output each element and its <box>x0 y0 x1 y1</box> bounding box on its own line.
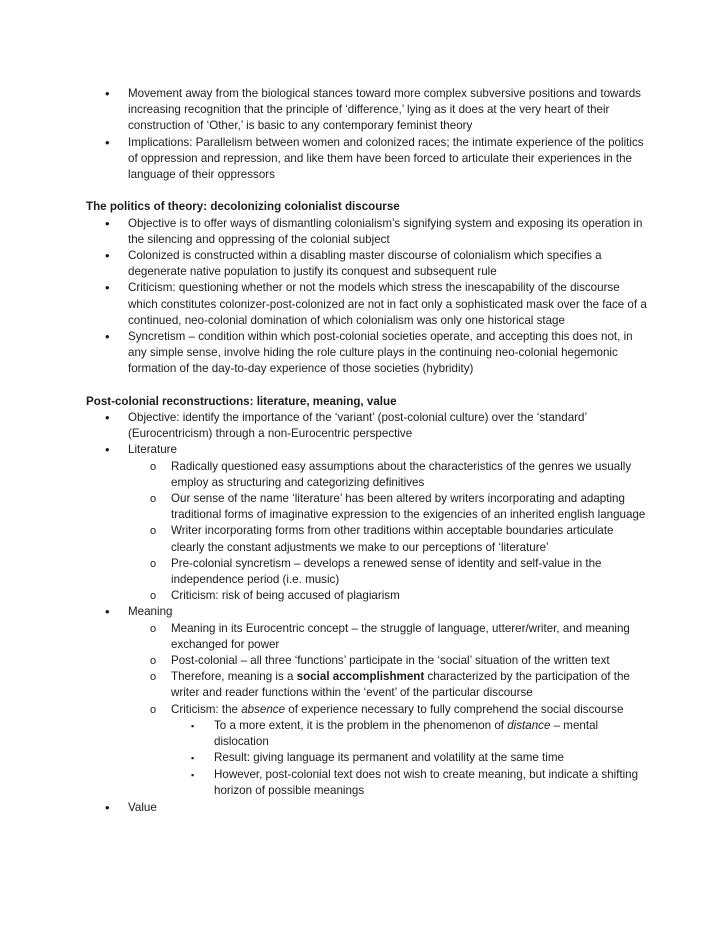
list-item-label: Value <box>128 800 157 814</box>
sub-list-item-text: Criticism: risk of being accused of plagiarism <box>171 589 400 603</box>
sub-list-item <box>0 702 728 718</box>
list-item <box>0 86 728 135</box>
list-item-meaning <box>0 604 728 620</box>
italic-term: distance <box>507 718 551 732</box>
text-run: Therefore, meaning is a <box>171 670 297 684</box>
bullet-circle-icon: o <box>150 590 157 603</box>
sub-list-item-text: Pre-colonial syncretism – develops a renewed sense of identity and self-value in the independence period (i.e. music) <box>171 556 602 587</box>
bullet-disc-icon: • <box>105 329 110 345</box>
bullet-disc-icon: • <box>105 134 110 150</box>
sub-sub-list-item-text: However, post-colonial text does not wish to create meaning, but indicate a shifting horizon of possible meanings <box>214 767 639 797</box>
sub-list-item-text <box>171 703 623 716</box>
sub-list-item <box>0 653 728 669</box>
bullet-disc-icon: • <box>105 604 110 620</box>
section-heading-post-colonial-reconstructions: Post-colonial reconstructions: literature, meaning, value <box>86 394 397 408</box>
sub-list-item <box>0 669 728 701</box>
sub-list-item-text <box>171 670 630 699</box>
section2-list <box>0 410 728 816</box>
list-item <box>0 248 728 280</box>
list-item <box>0 216 728 248</box>
bullet-circle-icon: o <box>150 703 157 716</box>
section-heading-politics-of-theory: The politics of theory: decolonizing colonialist discourse <box>86 200 400 214</box>
bullet-disc-icon: • <box>105 86 110 101</box>
bullet-circle-icon: o <box>150 655 157 668</box>
sub-list-item-text: Radically questioned easy assumptions about the characteristics of the genres we usually employ as structuring and categorizing definitives <box>171 459 632 489</box>
list-item-text: Implications: Parallelism between women and colonized races; the intimate experience of the politics of oppression and repression, and like them have been forced to articulate their experiences in the language of their oppressors <box>128 135 644 182</box>
list-item <box>0 329 728 378</box>
list-item-text: Criticism: questioning whether or not the models which stress the inescapability of the discourse which constitutes colonizer-post-colonized are not in fact only a sophisticated mask over the face of a continued, neo-colonial domination of which colonialism was only one historical stage <box>128 281 647 327</box>
list-item <box>0 135 728 184</box>
sub-list-item-text: Writer incorporating forms from other traditions within acceptable boundaries articulate clearly the constant adjustments we make to our perceptions of ‘literature’ <box>171 524 614 554</box>
text-run: – mental dislocation <box>214 718 599 749</box>
sub-sub-list-item <box>0 750 728 766</box>
sub-list-item <box>0 556 728 588</box>
text-run: Criticism: the <box>171 702 242 716</box>
document-body <box>0 86 728 816</box>
sub-sub-list-item <box>0 718 728 750</box>
bullet-square-icon: ▪ <box>191 753 195 764</box>
sub-sub-list-item-text <box>214 719 598 748</box>
bullet-disc-icon: • <box>105 442 110 458</box>
bullet-circle-icon: o <box>150 622 157 635</box>
sub-list-item <box>0 621 728 653</box>
italic-term: absence <box>241 702 286 716</box>
bullet-circle-icon: o <box>150 493 157 506</box>
bullet-square-icon: ▪ <box>191 769 195 780</box>
section1-list <box>0 216 728 378</box>
list-item-objective <box>0 410 728 442</box>
list-item-label: Meaning <box>128 605 173 619</box>
list-item <box>0 280 728 329</box>
bullet-circle-icon: o <box>150 525 157 538</box>
list-item-literature <box>0 442 728 458</box>
text-run: characterized by the participation of the writer and reader functions within the ‘event’ of the particular discourse <box>171 670 630 700</box>
bullet-disc-icon: • <box>105 410 110 426</box>
paragraph-gap <box>0 378 728 394</box>
list-item-text: Objective is to offer ways of dismantling colonialism’s signifying system and exposing its operation in the silencing and oppressing of the colonial subject <box>128 216 643 246</box>
bullet-square-icon: ▪ <box>191 720 195 731</box>
sub-sub-list-item <box>0 767 728 799</box>
sub-list-item-text: Post-colonial – all three ‘functions’ participate in the ‘social’ situation of the written text <box>171 654 610 668</box>
paragraph-gap <box>0 183 728 199</box>
list-item-text: Colonized is constructed within a disabling master discourse of colonialism which specifies a degenerate native population to justify its conquest and subsequent rule <box>128 249 602 279</box>
bullet-disc-icon: • <box>105 799 110 815</box>
bullet-disc-icon: • <box>105 280 110 296</box>
list-item-text: Objective: identify the importance of the ‘variant’ (post-colonial culture) over the ‘standard’ (Eurocentricism) through a non-Eurocentric perspective <box>128 411 587 441</box>
sub-list-item <box>0 491 728 523</box>
list-item-text: Movement away from the biological stances toward more complex subversive positions and towards increasing recognition that the principle of ‘difference,’ lying as it does at the very heart of their construction of ‘Other,’ is basic to any contemporary feminist theory <box>128 87 641 133</box>
bullet-disc-icon: • <box>105 248 110 264</box>
intro-list <box>0 86 728 183</box>
bullet-circle-icon: o <box>150 671 157 684</box>
sub-list-item <box>0 523 728 555</box>
bold-term: social accomplishment <box>296 670 425 684</box>
bullet-circle-icon: o <box>150 460 157 473</box>
sub-list-item <box>0 588 728 604</box>
sub-list-item-text: Meaning in its Eurocentric concept – the struggle of language, utterer/writer, and meaning exchanged for power <box>171 621 630 651</box>
list-item-text: Syncretism – condition within which post-colonial societies operate, and accepting this does not, in any simple sense, involve hiding the role culture plays in the continuing neo-colonial hegemonic formation of the day-to-day experience of those societies (hybridity) <box>128 330 633 376</box>
sub-list-item <box>0 459 728 491</box>
bullet-disc-icon: • <box>105 215 110 231</box>
text-run: of experience necessary to fully comprehend the social discourse <box>285 702 624 716</box>
text-run: To a more extent, it is the problem in the phenomenon of <box>214 718 508 732</box>
sub-list-item-text: Our sense of the name ‘literature’ has been altered by writers incorporating and adapting traditional forms of imaginative expression to the exigencies of an inherited english language <box>171 492 646 522</box>
sub-sub-list-item-text: Result: giving language its permanent and volatility at the same time <box>214 751 564 765</box>
list-item-value <box>0 800 728 816</box>
list-item-label: Literature <box>128 443 177 457</box>
bullet-circle-icon: o <box>150 557 157 570</box>
